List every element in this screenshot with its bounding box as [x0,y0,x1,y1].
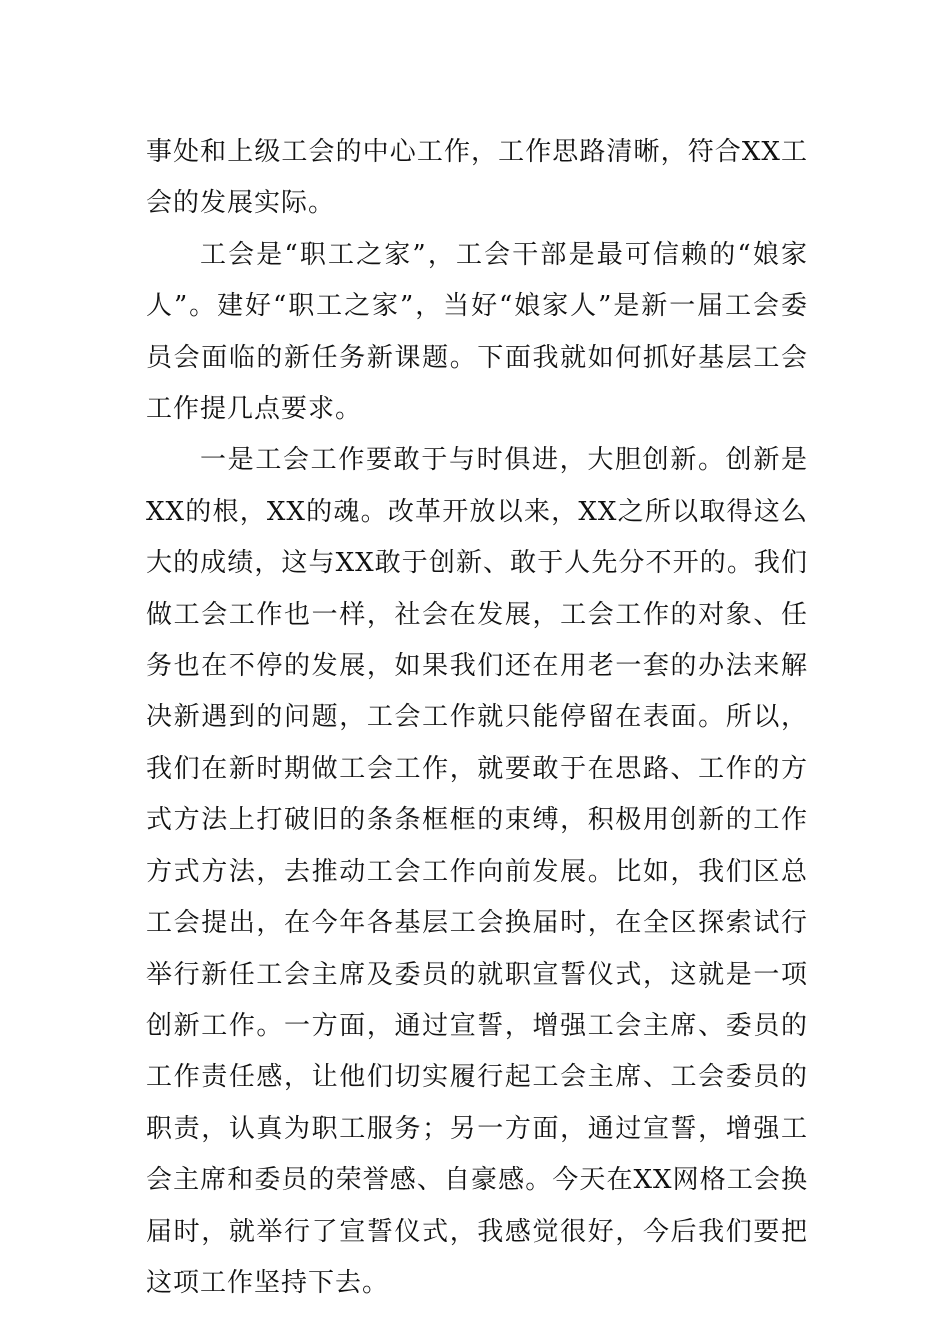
paragraph-continuation: 事处和上级工会的中心工作，工作思路清晰，符合XX工会的发展实际。 [146,137,808,219]
paragraph-union-home: 工会是“职工之家”，工会干部是最可信赖的“娘家人”。建好“职工之家”，当好“娘家人”是新一届工会委员会面临的新任务新课题。下面我就如何抓好基层工会工作提几点要求。 [146,239,808,425]
paragraph-innovation: 一是工会工作要敢于与时俱进，大胆创新。创新是XX的根，XX的魂。改革开放以来，XX之所以取得这么大的成绩，这与XX敢于创新、敢于人先分不开的。我们做工会工作也一样，社会在发展，工会工作的对象、任务也在不停的发展，如果我们还在用老一套的办法来解决新遇到的问题，工会工作就只能停留在表面。所以，我们在新时期做工会工作，就要敢于在思路、工作的方式方法上打破旧的条条框框的束缚，积极用创新的工作方式方法，去推动工会工作向前发展。比如，我们区总工会提出，在今年各基层工会换届时，在全区探索试行举行新任工会主席及委员的就职宣誓仪式，这就是一项创新工作。一方面，通过宣誓，增强工会主席、委员的工作责任感，让他们切实履行起工会主席、工会委员的职责，认真为职工服务；另一方面，通过宣誓，增强工会主席和委员的荣誉感、自豪感。今天在XX网格工会换届时，就举行了宣誓仪式，我感觉很好，今后我们要把这项工作坚持下去。 [146,445,808,1298]
document-body [146,127,808,1309]
